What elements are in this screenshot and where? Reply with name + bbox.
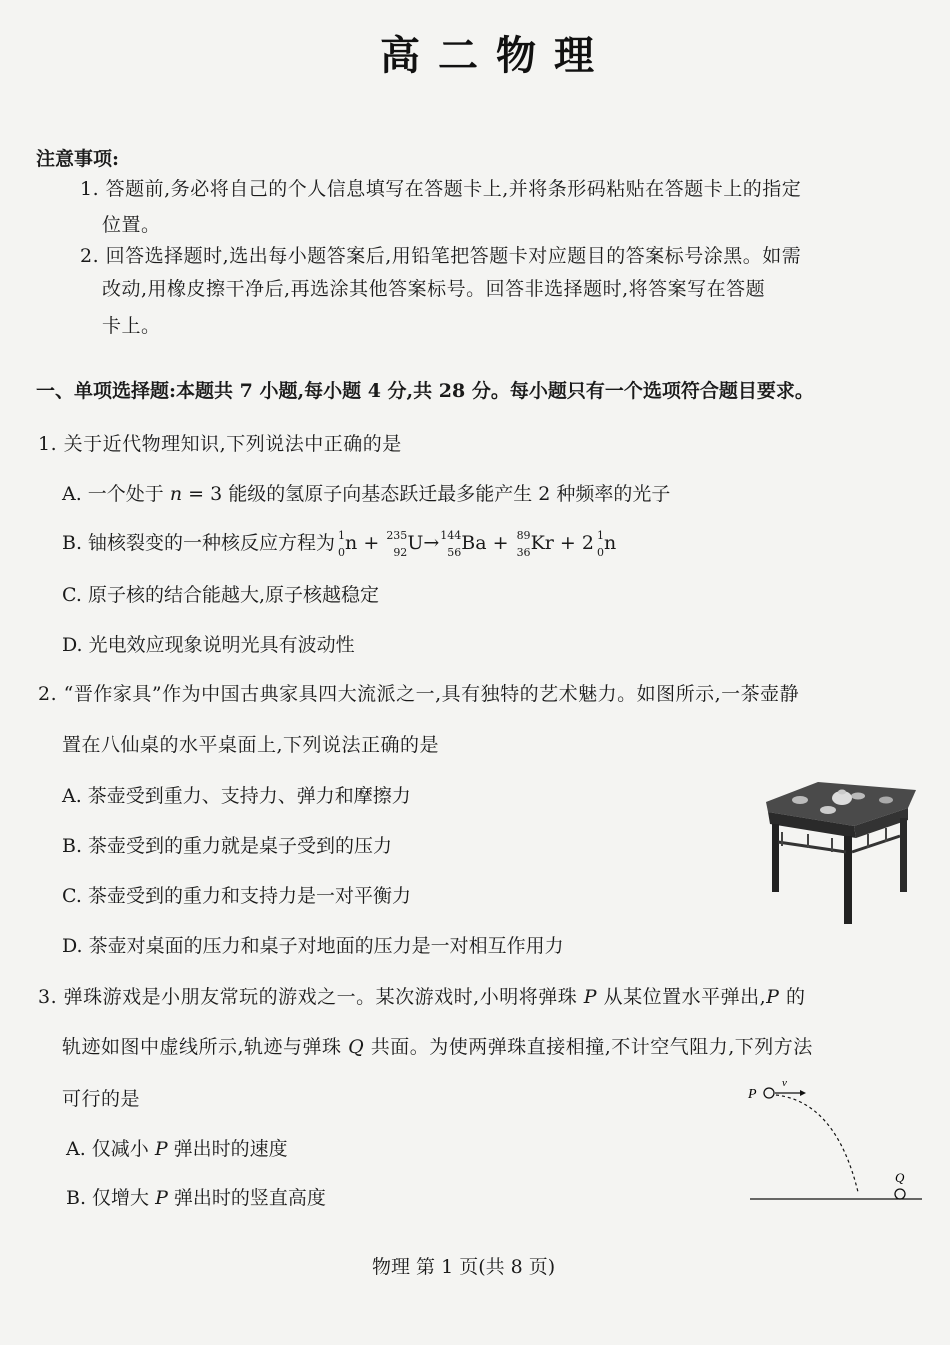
q1-a-text-pre: A. 一个处于 xyxy=(62,483,170,505)
q1-option-d: D. 光电效应现象说明光具有波动性 xyxy=(62,634,355,656)
q3-stem1-post: 的 xyxy=(779,986,806,1008)
q3-stem2-pre: 轨迹如图中虚线所示,轨迹与弹珠 xyxy=(62,1036,349,1058)
notice-item-2-line3: 卡上。 xyxy=(102,315,161,337)
section-heading: 一、单项选择题:本题共 7 小题,每小题 4 分,共 28 分。每小题只有一个选项符合题目要求。 xyxy=(36,380,814,402)
nuclide-neutron-2: 1 0 xyxy=(596,529,604,559)
q3-stem1-pre: 3. 弹珠游戏是小朋友常玩的游戏之一。某次游戏时,小明将弹珠 xyxy=(38,986,584,1008)
notice-item-1-line1: 1. 答题前,务必将自己的个人信息填写在答题卡上,并将条形码粘贴在答题卡上的指定 xyxy=(80,178,802,200)
q1-a-var: n xyxy=(169,483,183,505)
q1-a-text-post: = 3 能级的氢原子向基态跃迁最多能产生 2 种频率的光子 xyxy=(182,483,671,505)
q3-var-p: P xyxy=(583,986,598,1008)
nuclide-krypton: 89 36 xyxy=(516,529,531,559)
coefficient: 2 xyxy=(581,532,594,554)
notice-heading: 注意事项: xyxy=(36,148,120,170)
page-footer: 物理 第 1 页(共 8 页) xyxy=(372,1256,556,1278)
q1-option-a xyxy=(62,479,670,506)
nuclide-uranium: 235 92 xyxy=(386,529,408,559)
q3-b-post: 弹出时的竖直高度 xyxy=(167,1187,326,1209)
q2-option-d: D. 茶壶对桌面的压力和桌子对地面的压力是一对相互作用力 xyxy=(62,935,564,957)
q3-stem-line3: 可行的是 xyxy=(62,1088,141,1110)
q3-stem1-mid: 从某位置水平弹出, xyxy=(597,986,767,1008)
q3-a-post: 弹出时的速度 xyxy=(167,1138,288,1160)
q1-b-text: B. 铀核裂变的一种核反应方程为 xyxy=(62,532,336,554)
n1-symbol: n xyxy=(345,532,358,554)
label-p: P xyxy=(748,1087,757,1102)
q2-option-b: B. 茶壶受到的重力就是桌子受到的压力 xyxy=(62,835,393,857)
u-symbol: U→ xyxy=(407,532,440,554)
q2-option-c: C. 茶壶受到的重力和支持力是一对平衡力 xyxy=(62,885,411,907)
q2-stem-line1: 2. “晋作家具”作为中国古典家具四大流派之一,具有独特的艺术魅力。如图所示,一茶壶静 xyxy=(38,683,800,705)
q3-stem-line1 xyxy=(38,982,805,1009)
plus-sign: + xyxy=(559,532,576,554)
q3-stem-line2 xyxy=(62,1032,813,1059)
q3-a-pre: A. 仅减小 xyxy=(66,1138,155,1160)
notice-item-1-line2: 位置。 xyxy=(102,214,161,236)
q3-b-pre: B. 仅增大 xyxy=(66,1187,156,1209)
q3-a-var: P xyxy=(154,1138,168,1160)
label-v: v xyxy=(782,1077,787,1089)
label-q: Q xyxy=(895,1170,905,1185)
q3-var-q: Q xyxy=(348,1036,365,1058)
q2-stem-line2: 置在八仙桌的水平桌面上,下列说法正确的是 xyxy=(62,734,440,756)
q3-b-var: P xyxy=(155,1187,168,1209)
notice-item-2-line2: 改动,用橡皮擦干净后,再选涂其他答案标号。回答非选择题时,将答案写在答题 xyxy=(102,278,766,300)
q1-option-c: C. 原子核的结合能越大,原子核越稳定 xyxy=(62,584,379,606)
nuclide-neutron-1: 1 0 xyxy=(338,529,346,559)
q1-option-b xyxy=(62,528,617,559)
page-title: 高二物理 xyxy=(380,32,612,79)
q3-stem2-post: 共面。为使两弹珠直接相撞,不计空气阻力,下列方法 xyxy=(364,1036,813,1058)
marble-q xyxy=(895,1189,905,1199)
plus-sign: + xyxy=(492,532,509,554)
q3-option-b xyxy=(66,1183,326,1210)
trajectory-diagram xyxy=(740,1072,930,1206)
q3-var-p2: P xyxy=(766,986,780,1008)
q2-option-a: A. 茶壶受到重力、支持力、弹力和摩擦力 xyxy=(62,785,411,807)
q3-option-a xyxy=(66,1134,288,1161)
n2-symbol: n xyxy=(603,532,617,554)
trajectory-dashed xyxy=(776,1095,858,1192)
notice-item-2-line1: 2. 回答选择题时,选出每小题答案后,用铅笔把答题卡对应题目的答案标号涂黑。如需 xyxy=(80,245,802,267)
nuclide-barium: 144 56 xyxy=(440,529,462,559)
kr-symbol: Kr xyxy=(530,532,554,554)
plus-sign: + xyxy=(363,532,380,554)
ba-symbol: Ba xyxy=(461,532,487,554)
q1-stem: 1. 关于近代物理知识,下列说法中正确的是 xyxy=(38,433,402,455)
table-teapot-illustration xyxy=(758,768,922,932)
marble-p xyxy=(764,1088,774,1098)
